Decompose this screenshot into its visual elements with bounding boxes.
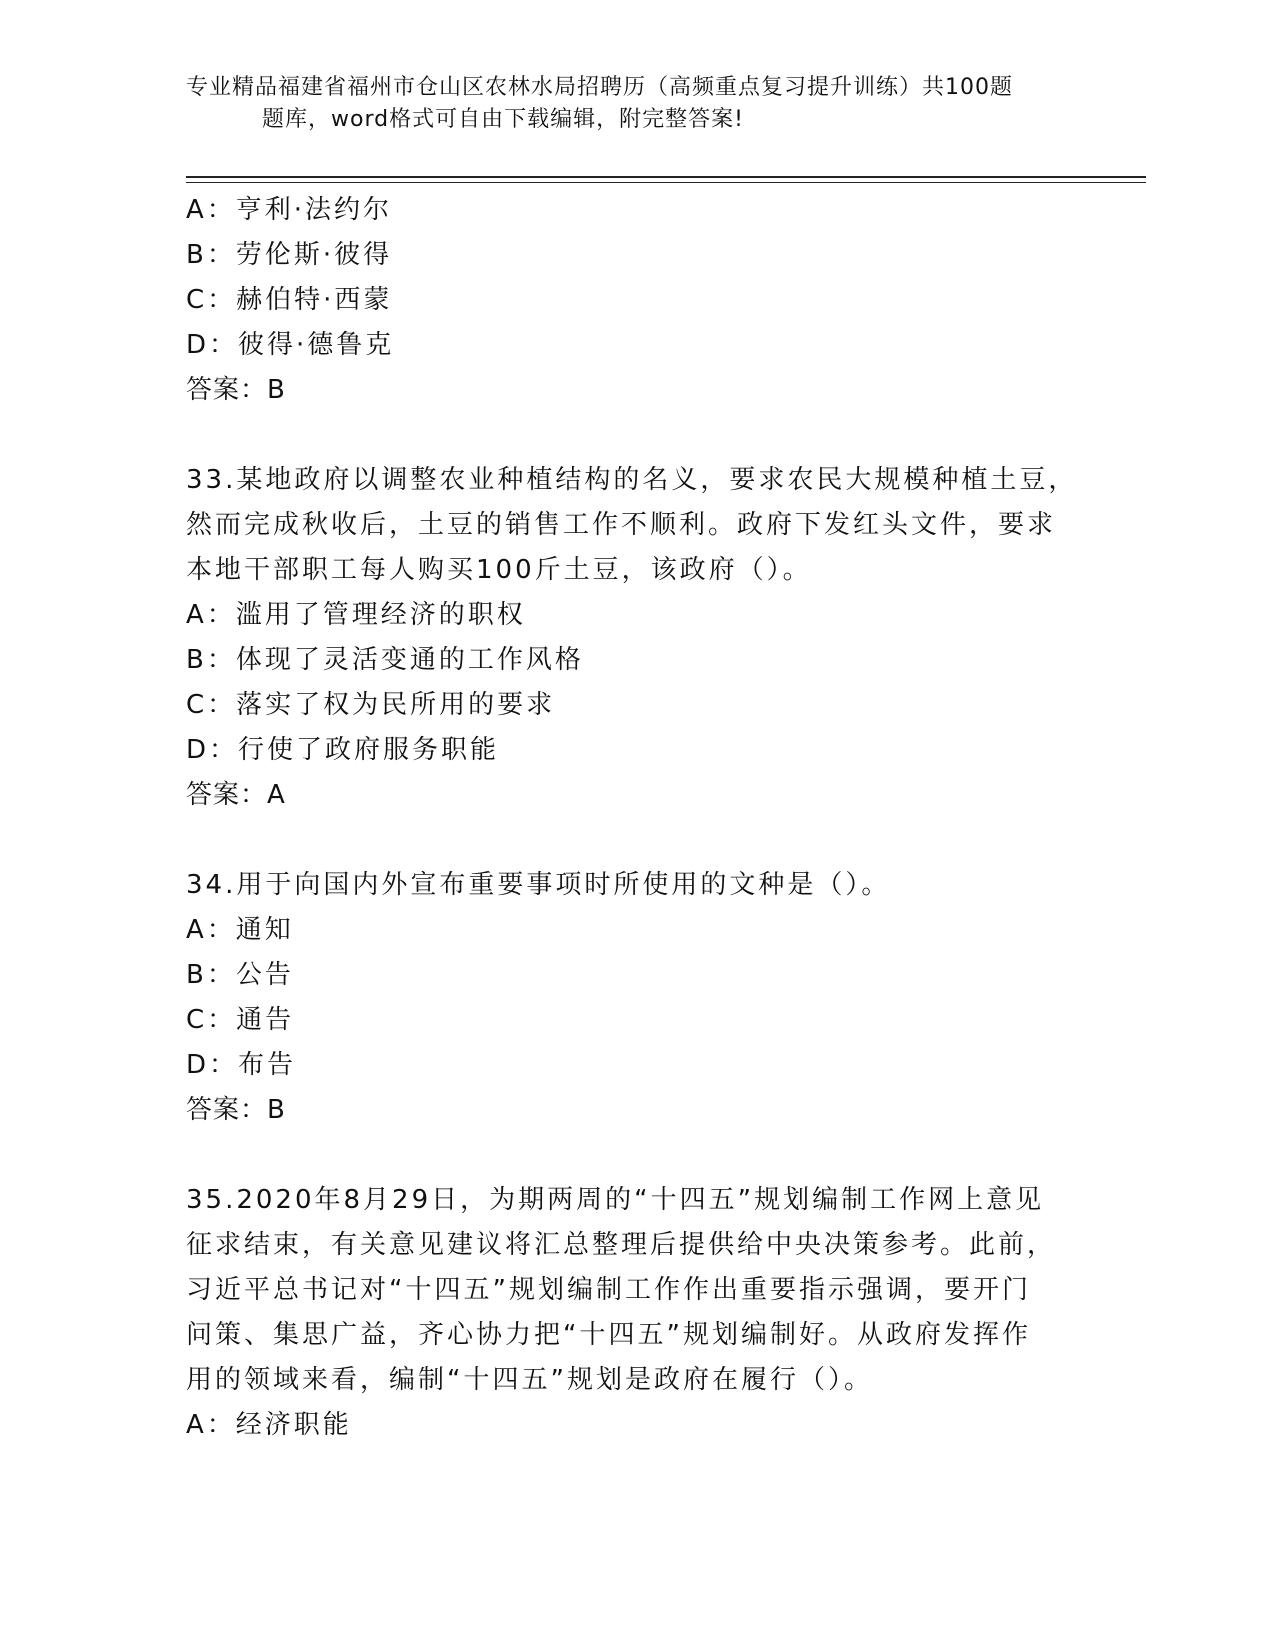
- question-stem: 习近平总书记对“十四五”规划编制工作作出重要指示强调，要开门: [186, 1275, 1031, 1305]
- option-d: D：彼得·德鲁克: [186, 330, 395, 360]
- question-stem: 征求结束，有关意见建议将汇总整理后提供给中央决策参考。此前，: [186, 1230, 1057, 1260]
- option-c: C：通告: [186, 1005, 295, 1035]
- option-a: A：经济职能: [186, 1410, 352, 1440]
- option-b: B：公告: [186, 960, 294, 990]
- answer: 答案：B: [186, 1095, 286, 1125]
- header-title-line2: 题库，word格式可自由下载编辑，附完整答案!: [262, 107, 744, 132]
- option-b: B：体现了灵活变通的工作风格: [186, 645, 584, 675]
- question-stem: 35.2020年8月29日，为期两周的“十四五”规划编制工作网上意见: [186, 1185, 1045, 1215]
- document-header: [186, 72, 1086, 136]
- option-d: D：行使了政府服务职能: [186, 735, 500, 765]
- option-a: A：滥用了管理经济的职权: [186, 600, 526, 630]
- option-b: B：劳伦斯·彼得: [186, 240, 393, 270]
- question-stem: 33.某地政府以调整农业种植结构的名义，要求农民大规模种植土豆，: [186, 465, 1078, 495]
- option-d: D：布告: [186, 1050, 297, 1080]
- option-a: A：亨利·法约尔: [186, 195, 393, 225]
- option-a: A：通知: [186, 915, 294, 945]
- question-34: [186, 863, 1066, 1133]
- question-content: [186, 188, 1078, 1448]
- question-stem: 34.用于向国内外宣布重要事项时所使用的文种是（）。: [186, 870, 891, 900]
- question-stem: 问策、集思广益，齐心协力把“十四五”规划编制好。从政府发挥作: [186, 1320, 1031, 1350]
- question-stem: 然而完成秋收后，土豆的销售工作不顺利。政府下发红头文件，要求: [186, 510, 1057, 540]
- header-rule-thick: [186, 176, 1146, 178]
- header-rule-thin: [186, 182, 1146, 183]
- header-title-line1: 专业精品福建省福州市仓山区农林水局招聘历（高频重点复习提升训练）共100题: [186, 75, 1013, 100]
- option-c: C：赫伯特·西蒙: [186, 285, 393, 315]
- answer: 答案：B: [186, 375, 286, 405]
- question-32: [186, 188, 1066, 413]
- question-33: [186, 458, 1078, 818]
- answer: 答案：A: [186, 780, 286, 810]
- question-stem: 用的领域来看，编制“十四五”规划是政府在履行（）。: [186, 1365, 873, 1395]
- question-stem: 本地干部职工每人购买100斤土豆，该政府（）。: [186, 555, 812, 585]
- question-35: [186, 1178, 1066, 1448]
- option-c: C：落实了权为民所用的要求: [186, 690, 556, 720]
